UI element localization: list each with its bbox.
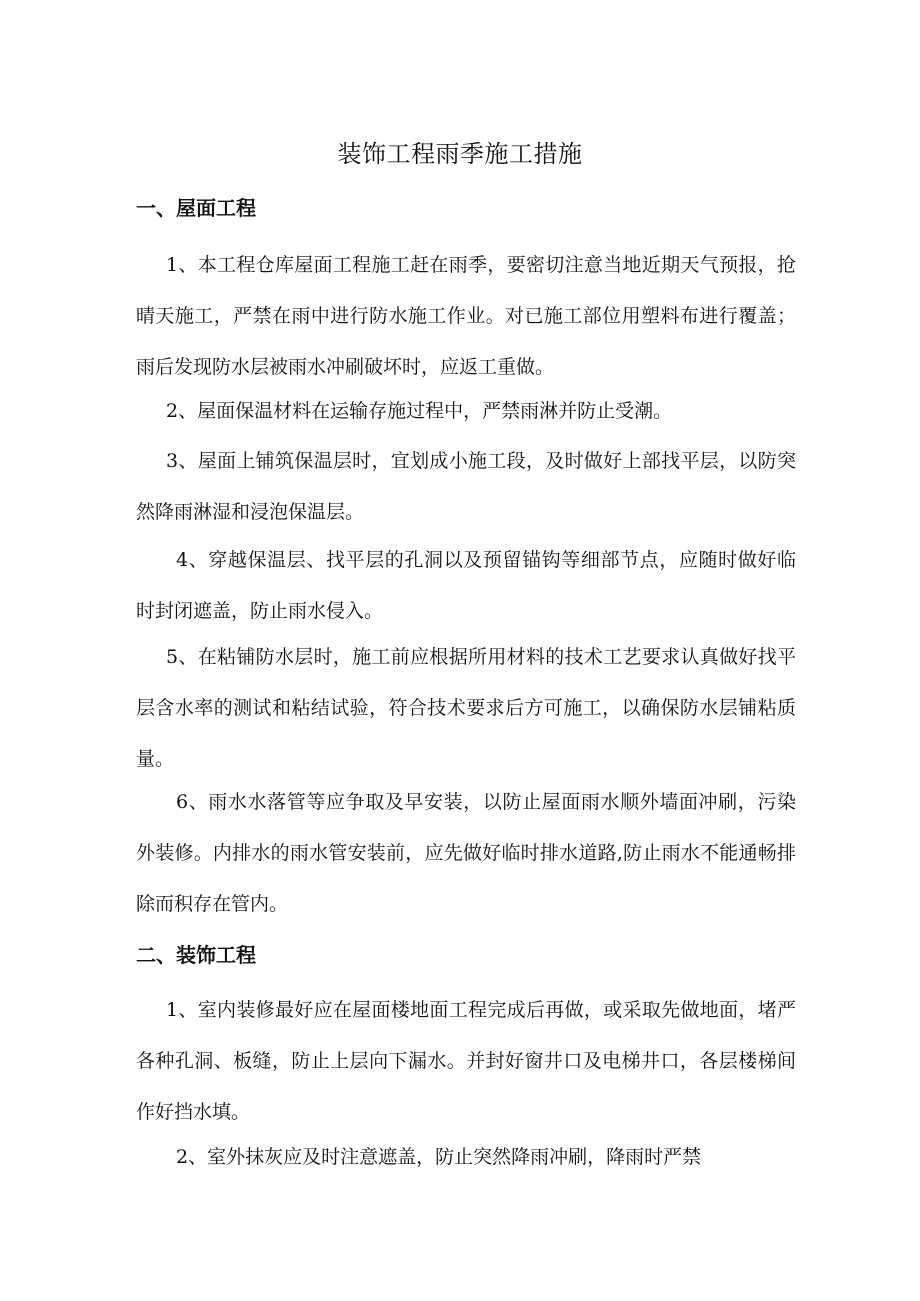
paragraph: 6、雨水水落管等应争取及早安装，以防止屋面雨水顺外墙面冲刷，污染外装修。内排水的雨水管安装前，应先做好临时排水道路,防止雨水不能通畅排除而积存在管内。 xyxy=(136,791,796,915)
paragraph: 4、穿越保温层、找平层的孔洞以及预留锚钩等细部节点，应随时做好临时封闭遮盖，防止雨水侵入。 xyxy=(136,549,796,622)
document-title: 装饰工程雨季施工措施 xyxy=(337,140,583,168)
paragraph: 2、室外抹灰应及时注意遮盖，防止突然降雨冲刷，降雨时严禁 xyxy=(176,1146,702,1168)
paragraph: 2、屋面保温材料在运输存施过程中，严禁雨淋并防止受潮。 xyxy=(166,400,673,422)
section-heading-decoration: 二、装饰工程 xyxy=(136,943,256,967)
paragraph: 1、本工程仓库屋面工程施工赶在雨季，要密切注意当地近期天气预报，抢晴天施工，严禁在雨中进行防水施工作业。对已施工部位用塑料布进行覆盖；雨后发现防水层被雨水冲刷破坏时，应返工重做。 xyxy=(136,254,796,378)
paragraph: 1、室内装修最好应在屋面楼地面工程完成后再做，或采取先做地面，堵严各种孔洞、板缝，防止上层向下漏水。并封好窗井口及电梯井口，各层楼梯间作好挡水填。 xyxy=(136,999,796,1123)
paragraph: 3、屋面上铺筑保温层时，宜划成小施工段，及时做好上部找平层，以防突然降雨淋湿和浸泡保温层。 xyxy=(136,450,796,523)
section-heading-roof: 一、屋面工程 xyxy=(136,196,256,220)
paragraph: 5、在粘铺防水层时，施工前应根据所用材料的技术工艺要求认真做好找平层含水率的测试和粘结试验，符合技术要求后方可施工，以确保防水层铺粘质量。 xyxy=(136,646,796,770)
